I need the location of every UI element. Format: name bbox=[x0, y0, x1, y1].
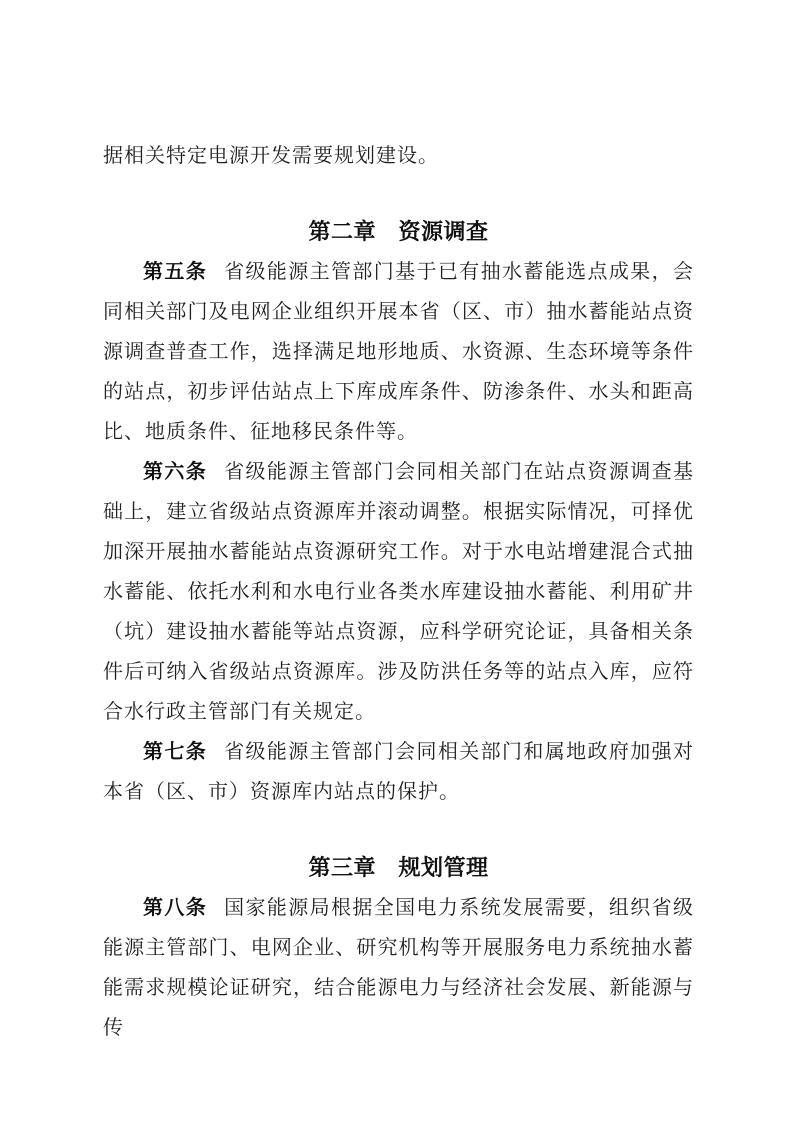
article-7-text: 省级能源主管部门会同相关部门和属地政府加强对本省（区、市）资源库内站点的保护。 bbox=[103, 741, 694, 803]
article-7-paragraph bbox=[103, 732, 694, 812]
chapter-3-heading: 第三章 规划管理 bbox=[308, 855, 489, 880]
article-5-paragraph bbox=[103, 252, 694, 452]
article-5-label: 第五条 bbox=[143, 261, 208, 283]
article-8-paragraph bbox=[103, 888, 694, 1048]
article-5-text: 省级能源主管部门基于已有抽水蓄能选点成果，会同相关部门及电网企业组织开展本省（区、市）抽水蓄能站点资源调查普查工作，选择满足地形地质、水资源、生态环境等条件的站点，初步评估站点上下库成库条件、防渗条件、水头和距高比、地质条件、征地移民条件等。 bbox=[103, 261, 694, 443]
article-7-label: 第七条 bbox=[143, 741, 208, 763]
article-8-text: 国家能源局根据全国电力系统发展需要，组织省级能源主管部门、电网企业、研究机构等开展服务电力系统抽水蓄能需求规模论证研究，结合能源电力与经济社会发展、新能源与传 bbox=[103, 897, 694, 1039]
chapter-2-heading: 第二章 资源调查 bbox=[308, 219, 489, 244]
article-6-paragraph bbox=[103, 452, 694, 732]
article-6-text: 省级能源主管部门会同相关部门在站点资源调查基础上，建立省级站点资源库并滚动调整。根据实际情况，可择优加深开展抽水蓄能站点资源研究工作。对于水电站增建混合式抽水蓄能、依托水利和水电行业各类水库建设抽水蓄能、利用矿井（坑）建设抽水蓄能等站点资源，应科学研究论证，具备相关条件后可纳入省级站点资源库。涉及防洪任务等的站点入库，应符合水行政主管部门有关规定。 bbox=[103, 461, 694, 723]
document-content bbox=[103, 136, 694, 1048]
paragraph-continuation: 据相关特定电源开发需要规划建设。 bbox=[103, 145, 439, 167]
article-8-label: 第八条 bbox=[143, 897, 208, 919]
article-6-label: 第六条 bbox=[143, 461, 208, 483]
